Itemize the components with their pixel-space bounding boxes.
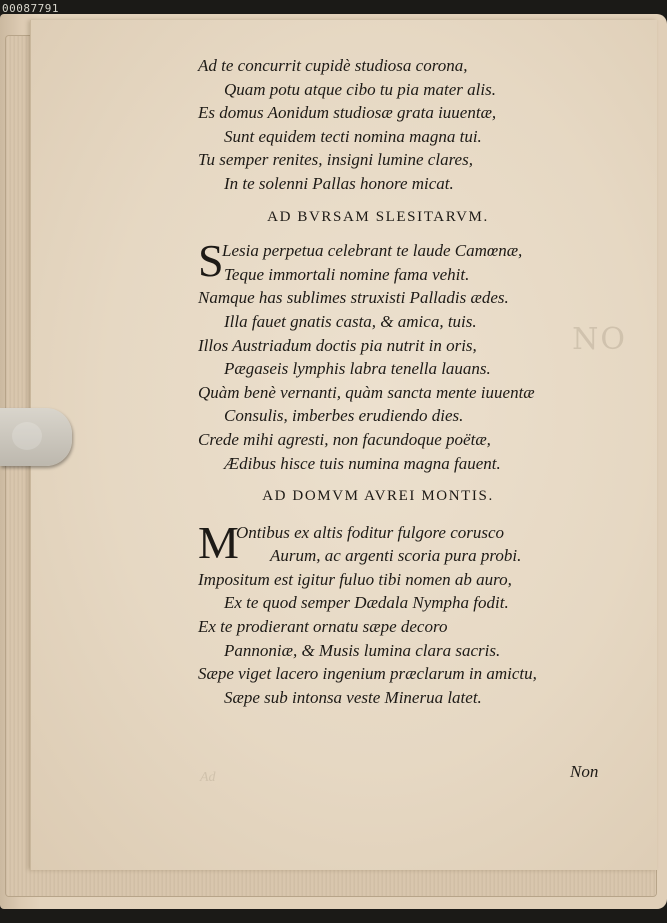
poem-line: Illos Austriadum doctis pia nutrit in oris,	[198, 335, 477, 355]
poem-1-line: Sunt equidem tecti nomina magna tui.	[224, 126, 482, 146]
drop-cap: M	[198, 516, 239, 568]
poem-line: Quàm benè vernanti, quàm sancta mente iuuentæ	[198, 382, 535, 402]
poem-line: Sæpe sub intonsa veste Minerua latet.	[224, 687, 482, 707]
drop-cap: S	[198, 235, 224, 287]
section-heading: AD DOMVM AVREI MONTIS.	[262, 488, 494, 505]
poem-1-line: In te solenni Pallas honore micat.	[224, 173, 454, 193]
poem-line: Aurum, ac argenti scoria pura probi.	[270, 546, 522, 566]
poem-line: Ex te quod semper Dædala Nympha fodit.	[224, 593, 509, 613]
poem-line: Lesia perpetua celebrant te laude Camœnæ,	[222, 241, 523, 261]
poem-line: Namque has sublimes struxisti Palladis ædes.	[198, 288, 509, 308]
poem-line: Illa fauet gnatis casta, & amica, tuis.	[224, 311, 477, 331]
poem-line: Pægaseis lymphis labra tenella lauans.	[224, 359, 491, 379]
poem-line: Pannoniæ, & Musis lumina clara sacris.	[224, 640, 501, 660]
poem-line: Sæpe viget lacero ingenium præclarum in amictu,	[198, 664, 537, 684]
page-tab[interactable]	[0, 408, 72, 466]
poem-line: Consulis, imberbes erudiendo dies.	[224, 406, 464, 426]
section-heading: AD BVRSAM SLESITARVM.	[267, 208, 489, 225]
poem-1-line: Es domus Aonidum studiosæ grata iuuentæ,	[198, 103, 497, 123]
poem-line: Impositum est igitur fuluo tibi nomen ab auro,	[198, 569, 512, 589]
poem-1-line: Quam potu atque cibo tu pia mater alis.	[224, 79, 496, 99]
poem-1-line: Tu semper renites, insigni lumine clares,	[198, 150, 473, 170]
scan-id-label: 00087791	[2, 2, 59, 15]
poem-line: Ontibus ex altis foditur fulgore corusco	[236, 522, 505, 542]
poem-line: Teque immortali nomine fama vehit.	[224, 264, 470, 284]
poem-line: Ex te prodierant ornatu sæpe decoro	[198, 617, 448, 637]
poem-line: Ædibus hisce tuis numina magna fauent.	[224, 453, 501, 473]
poem-1-line: Ad te concurrit cupidè studiosa corona,	[198, 56, 468, 75]
page-text	[198, 54, 618, 709]
catchword: Non	[570, 762, 599, 781]
poem-line: Crede mihi agresti, non facundoque poëtæ,	[198, 429, 491, 449]
